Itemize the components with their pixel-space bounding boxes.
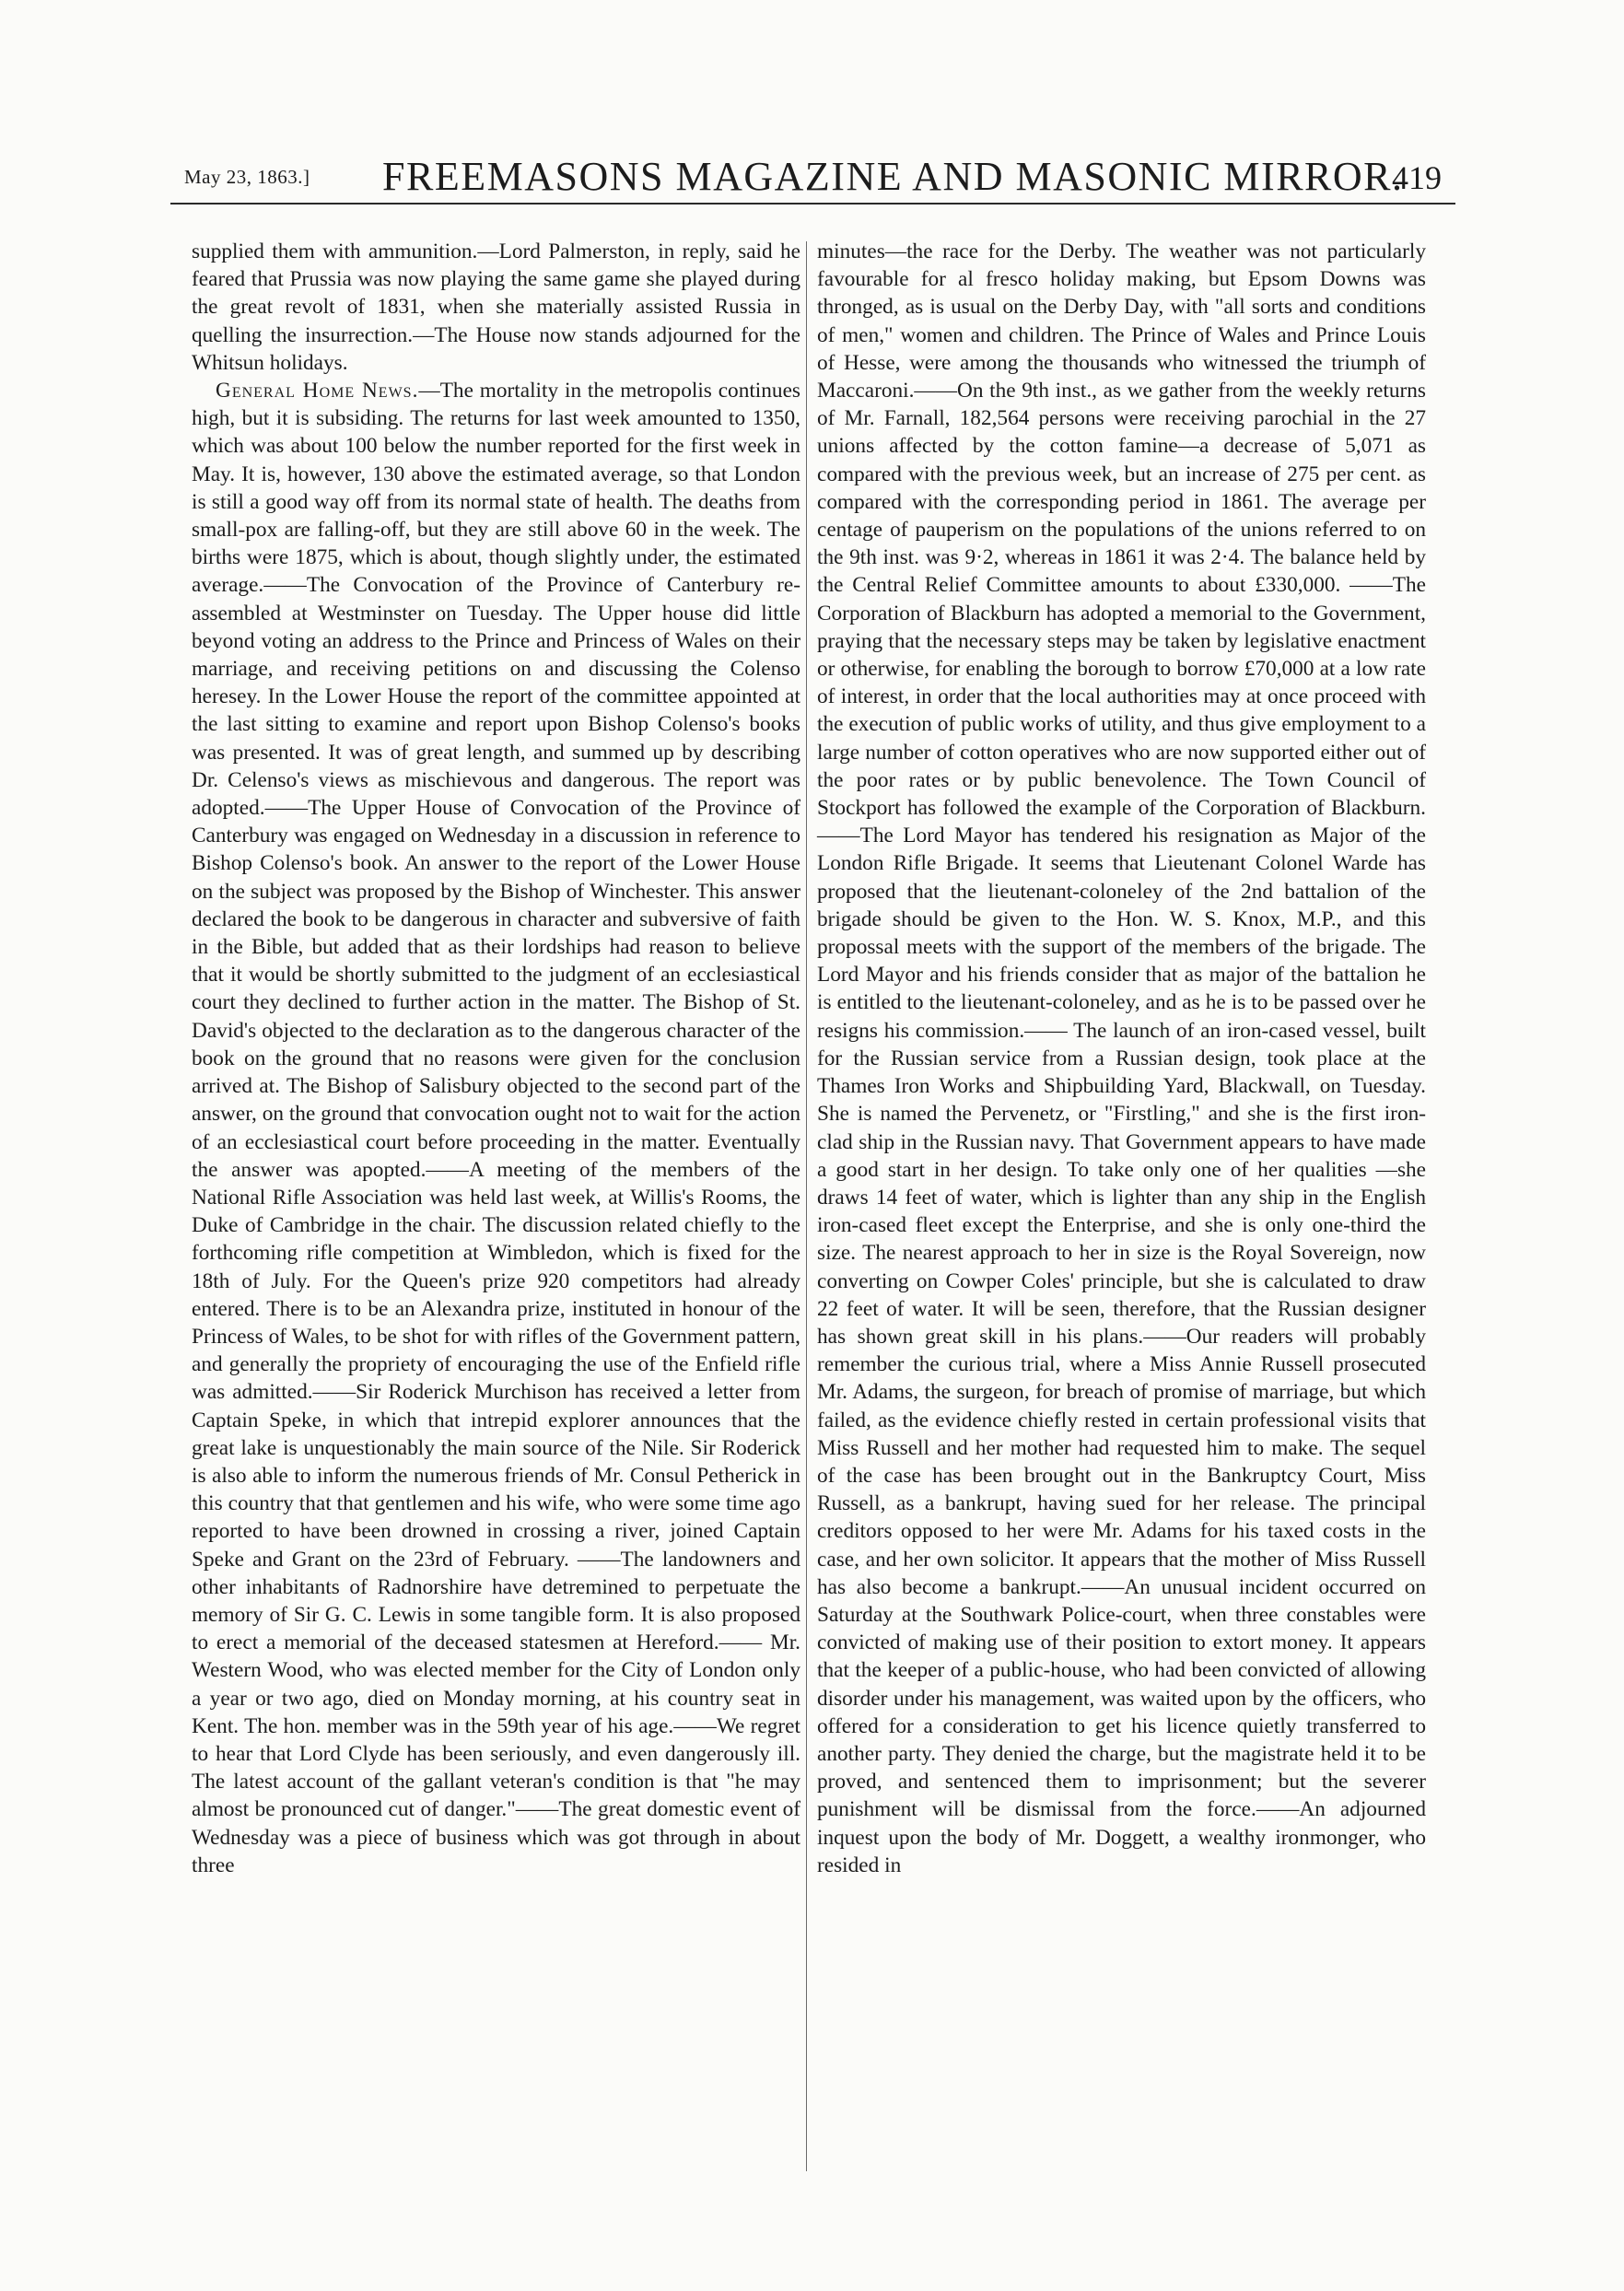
left-paragraph-2-body: —The mortality in the metropolis continues high, but it is subsiding. The returns for last week amounted to 1350, which was about 100 below the number reported for the first week in May. It is, however, 130 above the estimated average, so that London is still a good way off from its normal state of health. The deaths from small-pox are falling-off, but they are still above 60 in the week. The births were 1875, which is about, though slightly under, the estimated average.——The Convocation of the Province of Canterbury re-assembled at Westminster on Tuesday. The Upper house did little beyond voting an address to the Prince and Princess of Wales on their marriage, and receiving petitions on and discussing the Colenso heresey. In the Lower House the report of the committee appointed at the last sitting to examine and report upon Bishop Colenso's books was presented. It was of great length, and summed up by describing Dr. Celenso's views as mischievous and dangerous. The report was adopted.——The Upper House of Convocation of the Province of Canterbury was engaged on Wednesday in a discussion in reference to Bishop Colenso's book. An answer to the report of the Lower House on the subject was proposed by the Bishop of Winchester. This answer declared the book to be dangerous in character and subversive of faith in the Bible, but added that as their lordships had reason to believe that it would be shortly submitted to the judgment of an ecclesiastical court they declined to further action in the matter. The Bishop of St. David's objected to the declaration as to the dangerous character of the book on the ground that no reasons were given for the conclusion arrived at. The Bishop of Salisbury objected to the second part of the answer, on the ground that convocation ought not to wait for the action of an ecclesiastical court before proceeding in the matter. Eventually the answer was apopted.——A meeting of the members of the National Rifle Association was held last week, at Willis's Rooms, the Duke of Cambridge in the chair. The discussion related chiefly to the forthcoming rifle competition at Wimbledon, which is fixed for the 18th of July. For the Queen's prize 920 competitors had already entered. There is to be an Alexandra prize, instituted in honour of the Princess of Wales, to be shot for with rifles of the Government pattern, and generally the propriety of encouraging the use of the Enfield rifle was admitted.——Sir Roderick Murchison has received a letter from Captain Speke, in which that intrepid explorer announces that the great lake is unquestionably the main source of the Nile. Sir Roderick is also able to inform the numerous friends of Mr. Consul Petherick in this country that that gentlemen and his wife, who were some time ago reported to have been drowned in crossing a river, joined Captain Speke and Grant on the 23rd of February. ——The landowners and other inhabitants of Radnorshire have detremined to perpetuate the memory of Sir G. C. Lewis in some tangible form. It is also proposed to erect a memorial of the deceased statesmen at Hereford.—— Mr. Western Wood, who was elected member for the City of London only a year or two ago, died on Monday morning, at his country seat in Kent. The hon. member was in the 59th year of his age.——We regret to hear that Lord Clyde has been seriously, and even dangerously ill. The latest account of the gallant veteran's condition is that "he may almost be pronounced cut of danger."——The great domestic event of Wednesday was a piece of business which was got through in about three (192, 379, 800, 1877)
issue-date: May 23, 1863.] (184, 166, 310, 188)
section-heading-general-home-news: General Home News. (216, 379, 419, 403)
masthead-title: FREEMASONS MAGAZINE AND MASONIC MIRROR. (382, 154, 1404, 199)
left-column (192, 238, 800, 1879)
left-paragraph-2 (192, 377, 800, 1879)
page-number: 419 (1392, 159, 1442, 196)
left-paragraph-1: supplied them with ammunition.—Lord Palmerston, in reply, said he feared that Prussia was now playing the same game she played during the great revolt of 1831, when she materially assisted Russia in quelling the insurrection.—The House now stands adjourned for the Whitsun holidays. (192, 240, 800, 375)
right-paragraph-1: minutes—the race for the Derby. The weather was not particularly favourable for al fresco holiday making, but Epsom Downs was thronged, as is usual on the Derby Day, with "all sorts and conditions of men," women and children. The Prince of Wales and Prince Louis of Hesse, were among the thousands who witnessed the triumph of Maccaroni.——On the 9th inst., as we gather from the weekly returns of Mr. Farnall, 182,564 persons were receiving parochial in the 27 unions affected by the cotton famine—a decrease of 5,071 as compared with the previous week, but an increase of 275 per cent. as compared with the corresponding period in 1861. The average per centage of pauperism on the populations of the unions referred to on the 9th inst. was 9·2, whereas in 1861 it was 2·4. The balance held by the Central Relief Committee amounts to about £330,000. ——The Corporation of Blackburn has adopted a memorial to the Government, praying that the necessary steps may be taken by legislative enactment or otherwise, for enabling the borough to borrow £70,000 at a low rate of interest, in order that the local authorities may at once proceed with the execution of public works of utility, and thus give employment to a large number of cotton operatives who are now supported either out of the poor rates or by public benevolence. The Town Council of Stockport has followed the example of the Corporation of Blackburn.——The Lord Mayor has tendered his resignation as Major of the London Rifle Brigade. It seems that Lieutenant Colonel Warde has proposed that the lieutenant-coloneley of the 2nd battalion of the brigade should be given to the Hon. W. S. Knox, M.P., and this propossal meets with the support of the members of the brigade. The Lord Mayor and his friends consider that as major of the battalion he is entitled to the lieutenant-coloneley, and as he is to be passed over he resigns his commission.—— The launch of an iron-cased vessel, built for the Russian service from a Russian design, took place at the Thames Iron Works and Shipbuilding Yard, Blackwall, on Tuesday. She is named the Pervenetz, or "Firstling," and she is the first iron-clad ship in the Russian navy. That Government appears to have made a good start in her design. To take only one of her qualities —she draws 14 feet of water, which is lighter than any ship in the English iron-cased fleet except the Enterprise, and she is only one-third the size. The nearest approach to her in size is the Royal Sovereign, now converting on Cowper Coles' principle, but she is calculated to draw 22 feet of water. It will be seen, therefore, that the Russian designer has shown great skill in his plans.——Our readers will probably remember the curious trial, where a Miss Annie Russell prosecuted Mr. Adams, the surgeon, for breach of promise of marriage, but which failed, as the evidence chiefly rested in certain professional visits that Miss Russell and her mother had requested him to make. The sequel of the case has been brought out in the Bankruptcy Court, Miss Russell, as a bankrupt, having sued for her release. The principal creditors opposed to her were Mr. Adams for his taxed costs in the case, and her own solicitor. It appears that the mother of Miss Russell has also become a bankrupt.——An unusual incident occurred on Saturday at the Southwark Police-court, when three constables were convicted of making use of their position to extort money. It appears that the keeper of a public-house, who had been convicted of allowing disorder under his management, was waited upon by the officers, who offered for a consideration to get his licence quietly transferred to another party. They denied the charge, but the magistrate held it to be proved, and sentenced them to imprisonment; but the severer punishment will be dismissal from the force.——An adjourned inquest upon the body of Mr. Doggett, a wealthy ironmonger, who resided in (817, 240, 1426, 1877)
page-header (170, 138, 1455, 205)
column-divider (806, 241, 807, 2171)
right-column (817, 238, 1426, 1879)
